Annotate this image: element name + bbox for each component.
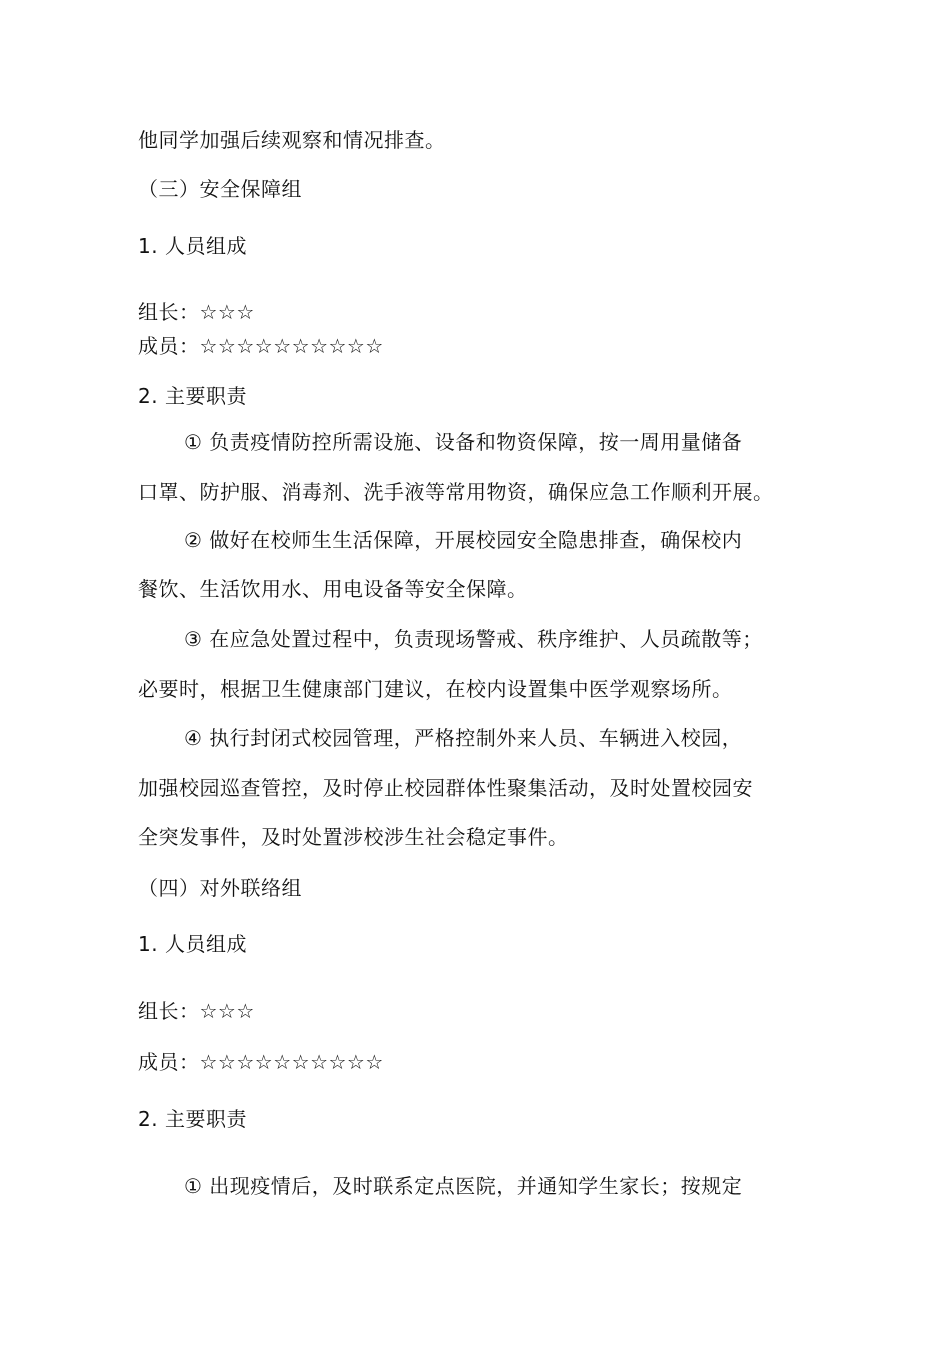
section-heading-safety-group: （三）安全保障组 — [138, 177, 302, 201]
duty-item-2-line-2: 餐饮、生活饮用水、用电设备等安全保障。 — [138, 577, 528, 601]
duty-item-3-line-2: 必要时，根据卫生健康部门建议，在校内设置集中医学观察场所。 — [138, 677, 733, 701]
group-members-line: 成员：☆☆☆☆☆☆☆☆☆☆ — [138, 334, 384, 358]
section-heading-liaison-group: （四）对外联络组 — [138, 876, 302, 900]
subheading-members-2: 1. 人员组成 — [138, 932, 247, 956]
duty-item-1-line-2: 口罩、防护服、消毒剂、洗手液等常用物资，确保应急工作顺利开展。 — [138, 480, 774, 504]
subheading-duties: 2. 主要职责 — [138, 384, 247, 408]
duty-item-4-line-1: ④ 执行封闭式校园管理，严格控制外来人员、车辆进入校园， — [184, 726, 743, 750]
duty-item-liaison-1-line-1: ① 出现疫情后，及时联系定点医院，并通知学生家长；按规定 — [184, 1174, 743, 1198]
duty-item-3-line-1: ③ 在应急处置过程中，负责现场警戒、秩序维护、人员疏散等； — [184, 627, 763, 651]
group-members-line-2: 成员：☆☆☆☆☆☆☆☆☆☆ — [138, 1050, 384, 1074]
group-leader-line: 组长：☆☆☆ — [138, 300, 255, 324]
duty-item-4-line-2: 加强校园巡查管控，及时停止校园群体性聚集活动，及时处置校园安 — [138, 776, 753, 800]
paragraph-continuation: 他同学加强后续观察和情况排查。 — [138, 128, 446, 152]
subheading-duties-2: 2. 主要职责 — [138, 1107, 247, 1131]
subheading-members: 1. 人员组成 — [138, 234, 247, 258]
group-leader-line-2: 组长：☆☆☆ — [138, 999, 255, 1023]
duty-item-4-line-3: 全突发事件，及时处置涉校涉生社会稳定事件。 — [138, 825, 569, 849]
duty-item-2-line-1: ② 做好在校师生生活保障，开展校园安全隐患排查，确保校内 — [184, 528, 743, 552]
duty-item-1-line-1: ① 负责疫情防控所需设施、设备和物资保障，按一周用量储备 — [184, 430, 743, 454]
